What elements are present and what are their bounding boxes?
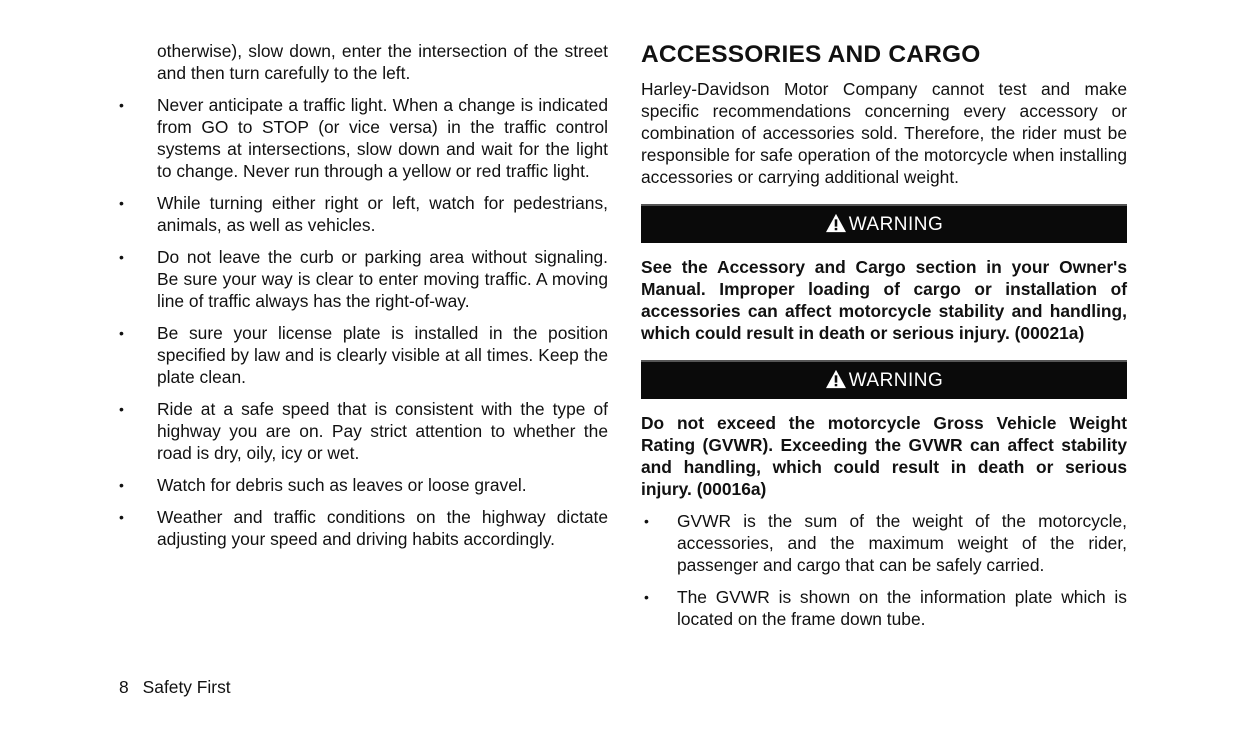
bullet-dot-icon: • (119, 249, 124, 265)
warning-message: See the Accessory and Cargo section in your Owner's Manual. Improper loading of cargo or installation of accessories can affect motorcycle stability and handling, which could result in death or serious injury. (00021a) (641, 257, 1127, 343)
page-number: 8 (119, 677, 129, 697)
page-footer (119, 676, 231, 698)
list-item-text: Be sure your license plate is installed in the position specified by law and is clearly visible at all times. Keep the plate clean. (157, 323, 608, 387)
warning-triangle-icon (825, 369, 847, 389)
bullet-dot-icon: • (644, 513, 649, 529)
list-item (116, 398, 608, 464)
bullet-dot-icon: • (644, 589, 649, 605)
bullet-dot-icon: • (119, 97, 124, 113)
warning-message: Do not exceed the motorcycle Gross Vehicle Weight Rating (GVWR). Exceeding the GVWR can affect stability and handling, which could result in death or serious injury. (00016a) (641, 413, 1127, 499)
list-item-text: While turning either right or left, watch for pedestrians, animals, as well as vehicles. (157, 193, 608, 235)
list-item-text: Watch for debris such as leaves or loose gravel. (157, 475, 527, 495)
warning-triangle-icon (825, 213, 847, 233)
list-item (641, 586, 1127, 630)
list-item (116, 192, 608, 236)
list-item (641, 510, 1127, 576)
warning-label: WARNING (848, 369, 944, 391)
footer-section-name: Safety First (142, 677, 231, 697)
warning-label: WARNING (848, 213, 944, 235)
list-item-text: Weather and traffic conditions on the highway dictate adjusting your speed and driving habits accordingly. (157, 507, 608, 549)
bullet-dot-icon: • (119, 509, 124, 525)
gvwr-bullet-list (641, 510, 1127, 630)
list-item (116, 94, 608, 182)
warning-banner (641, 360, 1127, 399)
bullet-dot-icon: • (119, 477, 124, 493)
safety-bullet-list (116, 94, 608, 550)
list-item-text: Never anticipate a traffic light. When a change is indicated from GO to STOP (or vice versa) in the traffic control systems at intersections, slow down and wait for the light to change. Never run through a yellow or red traffic light. (157, 95, 608, 181)
warning-banner (641, 204, 1127, 243)
bullet-dot-icon: • (119, 195, 124, 211)
bullet-dot-icon: • (119, 401, 124, 417)
right-column (641, 40, 1127, 640)
list-item (116, 506, 608, 550)
list-item-text: Do not leave the curb or parking area without signaling. Be sure your way is clear to enter moving traffic. A moving line of traffic always has the right-of-way. (157, 247, 608, 311)
list-item-text: Ride at a safe speed that is consistent with the type of highway you are on. Pay strict attention to whether the road is dry, oily, icy or wet. (157, 399, 608, 463)
list-item (116, 474, 608, 496)
list-item (116, 322, 608, 388)
list-item-text: GVWR is the sum of the weight of the motorcycle, accessories, and the maximum weight of the rider, passenger and cargo that can be safely carried. (677, 511, 1127, 575)
intro-paragraph: Harley-Davidson Motor Company cannot test and make specific recommendations concerning every accessory or combination of accessories sold. Therefore, the rider must be responsible for safe operation of the motorcycle when installing accessories or carrying additional weight. (641, 79, 1127, 187)
bullet-dot-icon: • (119, 325, 124, 341)
section-title: ACCESSORIES AND CARGO (641, 41, 981, 68)
list-item (116, 246, 608, 312)
left-column (116, 40, 608, 560)
list-item-text: The GVWR is shown on the information plate which is located on the frame down tube. (677, 587, 1127, 629)
continuation-paragraph: otherwise), slow down, enter the intersection of the street and then turn carefully to the left. (157, 41, 608, 83)
